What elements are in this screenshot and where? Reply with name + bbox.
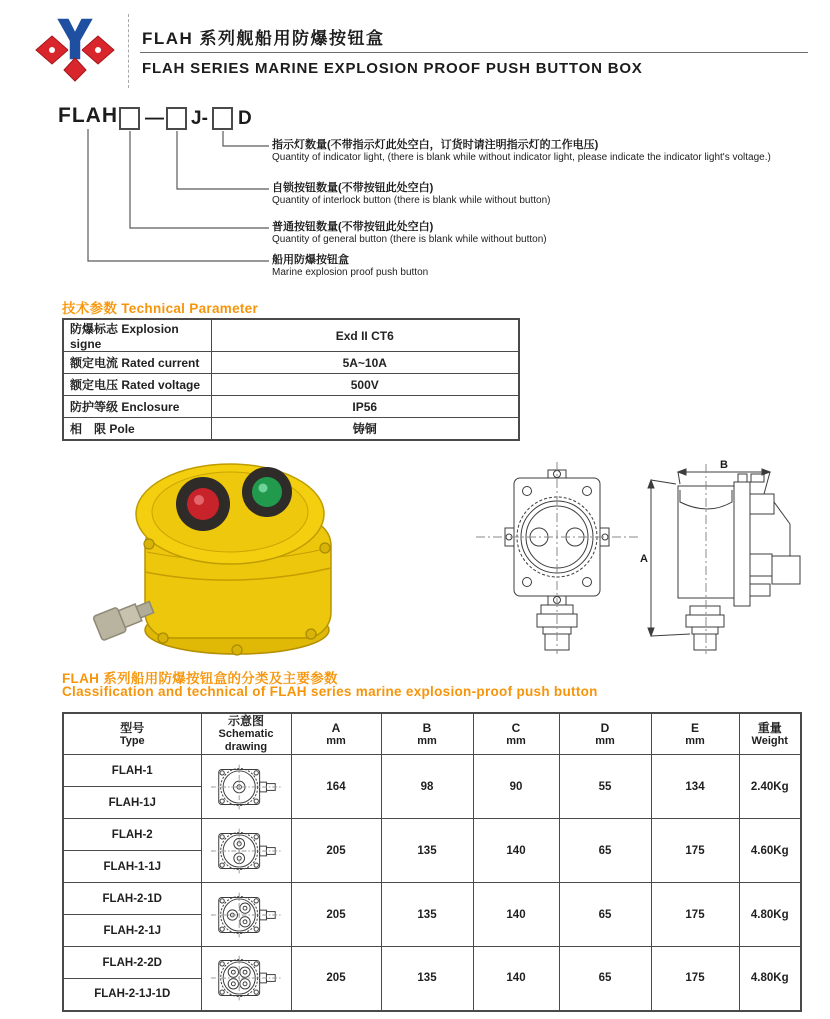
classification-table [62, 712, 802, 1012]
schematic-2-button-icon [209, 825, 283, 877]
note-interlock-button [272, 182, 550, 207]
dim-a-cell: 205 [291, 883, 381, 947]
tech-params-table [62, 318, 520, 441]
tech-params-heading-zh: 技术参数 [62, 301, 118, 316]
dim-d-cell: 65 [559, 819, 651, 883]
model-j-label: J- [191, 108, 208, 129]
type-cell: FLAH-1J [63, 787, 201, 819]
weight-cell: 4.80Kg [739, 947, 801, 1011]
table-row [63, 883, 801, 915]
param-label: 防护等级 Enclosure [63, 396, 211, 418]
dimension-label-a: A [640, 553, 648, 565]
dim-b-cell: 135 [381, 819, 473, 883]
dim-c-cell: 90 [473, 755, 559, 819]
model-box-general [119, 107, 140, 130]
param-label: 防爆标志 Explosion signe [63, 319, 211, 352]
note-general-button-zh: 普通按钮数量(不带按钮此处空白) [272, 221, 434, 233]
col-header-type: 型号 Type [63, 713, 201, 755]
param-label: 额定电流 Rated current [63, 352, 211, 374]
dim-c-cell: 140 [473, 883, 559, 947]
dim-d-cell: 65 [559, 947, 651, 1011]
company-logo-icon [34, 14, 116, 82]
table-row [63, 374, 519, 396]
table-row [63, 755, 801, 787]
page-title-en: FLAH SERIES MARINE EXPLOSION PROOF PUSH BUTTON BOX [142, 60, 643, 77]
table-row [63, 947, 801, 979]
side-view-drawing [648, 464, 800, 654]
col-header-schematic: 示意图 Schematic drawing [201, 713, 291, 755]
dim-d-cell: 55 [559, 755, 651, 819]
schematic-cell [201, 883, 291, 947]
note-interlock-button-zh: 自锁按钮数量(不带按钮此处空白) [272, 182, 434, 194]
col-header-d: D mm [559, 713, 651, 755]
front-view-drawing [476, 462, 638, 654]
model-d-label: D [238, 108, 252, 129]
classification-heading-zh: FLAH 系列船用防爆按钮盒的分类及主要参数 [62, 671, 338, 686]
model-box-indicator [212, 107, 233, 130]
title-rule [140, 52, 808, 53]
model-dash: — [145, 108, 164, 129]
dim-c-cell: 140 [473, 947, 559, 1011]
type-cell: FLAH-2-1J-1D [63, 979, 201, 1011]
tech-params-heading [62, 297, 258, 317]
schematic-3-button-icon [209, 889, 283, 941]
type-cell: FLAH-2-2D [63, 947, 201, 979]
dim-b-cell: 135 [381, 883, 473, 947]
note-indicator-light-en: Quantity of indicator light, (there is blank while without indicator light, please indicate the indicator light's voltage.) [272, 152, 771, 163]
note-marine-box-en: Marine explosion proof push button [272, 267, 429, 278]
dim-b-cell: 98 [381, 755, 473, 819]
page-title-zh: FLAH 系列舰船用防爆按钮盒 [142, 29, 385, 48]
schematic-cell [201, 947, 291, 1011]
col-header-e: E mm [651, 713, 739, 755]
dim-a-cell: 205 [291, 947, 381, 1011]
param-value: Exd II CT6 [211, 319, 519, 352]
dim-b-cell: 135 [381, 947, 473, 1011]
note-marine-box-zh: 船用防爆按钮盒 [272, 254, 349, 266]
schematic-cell [201, 755, 291, 819]
param-value: IP56 [211, 396, 519, 418]
table-row [63, 418, 519, 440]
schematic-cell [201, 819, 291, 883]
table-row [63, 396, 519, 418]
note-marine-box [272, 254, 428, 279]
dim-e-cell: 175 [651, 883, 739, 947]
param-value: 铸铜 [211, 418, 519, 440]
col-header-c: C mm [473, 713, 559, 755]
table-row [63, 352, 519, 374]
header-divider [128, 14, 129, 88]
weight-cell: 4.80Kg [739, 883, 801, 947]
note-interlock-button-en: Quantity of interlock button (there is blank while without button) [272, 195, 551, 206]
table-row [63, 319, 519, 352]
model-box-interlock [166, 107, 187, 130]
dimension-label-b: B [720, 459, 728, 471]
weight-cell: 4.60Kg [739, 819, 801, 883]
type-cell: FLAH-1-1J [63, 851, 201, 883]
dim-c-cell: 140 [473, 819, 559, 883]
type-cell: FLAH-2-1D [63, 883, 201, 915]
dim-d-cell: 65 [559, 883, 651, 947]
dim-e-cell: 134 [651, 755, 739, 819]
table-row [63, 819, 801, 851]
dim-a-cell: 205 [291, 819, 381, 883]
param-label: 相 限 Pole [63, 418, 211, 440]
type-cell: FLAH-2 [63, 819, 201, 851]
technical-drawings [468, 458, 810, 658]
note-indicator-light-zh: 指示灯数量(不带指示灯此处空白，订货时请注明指示灯的工作电压) [272, 139, 599, 151]
table-header-row [63, 713, 801, 755]
type-cell: FLAH-1 [63, 755, 201, 787]
note-general-button [272, 221, 547, 246]
tech-params-heading-en: Technical Parameter [121, 301, 259, 316]
schematic-4-button-icon [209, 952, 283, 1004]
dim-e-cell: 175 [651, 819, 739, 883]
col-header-a: A mm [291, 713, 381, 755]
col-header-weight: 重量 Weight [739, 713, 801, 755]
type-cell: FLAH-2-1J [63, 915, 201, 947]
model-prefix: FLAH [58, 104, 118, 127]
param-value: 500V [211, 374, 519, 396]
classification-heading-en: Classification and technical of FLAH series marine explosion-proof push button [62, 684, 598, 699]
dim-a-cell: 164 [291, 755, 381, 819]
note-indicator-light [272, 139, 771, 164]
product-photo [85, 452, 355, 662]
param-value: 5A~10A [211, 352, 519, 374]
schematic-1-button-icon [209, 761, 283, 813]
col-header-b: B mm [381, 713, 473, 755]
note-general-button-en: Quantity of general button (there is blank while without button) [272, 234, 547, 245]
param-label: 额定电压 Rated voltage [63, 374, 211, 396]
weight-cell: 2.40Kg [739, 755, 801, 819]
dim-e-cell: 175 [651, 947, 739, 1011]
